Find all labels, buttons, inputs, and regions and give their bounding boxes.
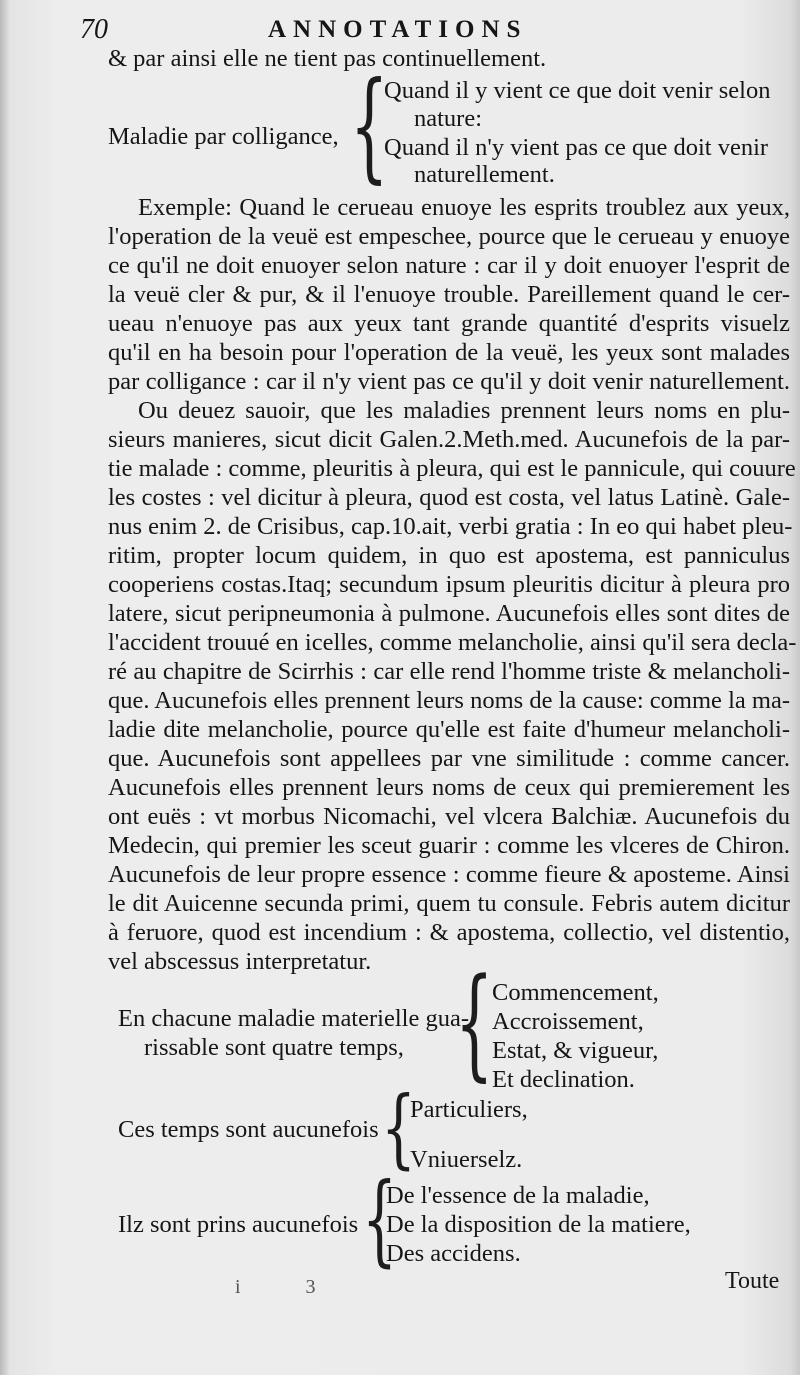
running-title: ANNOTATIONS: [268, 16, 528, 43]
para2-line-16: Medecin, qui premier les sceut guarir : comme les vlceres de Chiron.: [108, 832, 790, 859]
para1-line-3: ce qu'il ne doit enuoyer selon nature : car il y doit enuoyer l'esprit de: [108, 252, 790, 279]
para2-line-7: cooperiens costas.Itaq; secundum ipsum pleuritis dicitur à pleura pro: [108, 571, 790, 598]
block1-item-1: Quand il y vient ce que doit venir selon: [384, 77, 771, 104]
block1-label: Maladie par colligance,: [108, 123, 339, 150]
brace-block1: {: [350, 56, 389, 195]
para1-line-2: l'operation de la veuë est empeschee, pource que le cerueau y enuoye: [108, 223, 790, 250]
block3-item-1: Particuliers,: [410, 1096, 528, 1123]
para1-line-4: la veuë cler & pur, & il l'enuoye trouble. Pareillement quand le cer-: [108, 281, 790, 308]
para2-line-14: Aucunefois elles prennent leurs noms de ceux qui premierement les: [108, 774, 790, 801]
para2-line-8: latere, sicut peripneumonia à pulmone. Aucunefois elles sont dites de: [108, 600, 790, 627]
page-number: 70: [80, 14, 108, 45]
para2-line-3: tie malade : comme, pleuritis à pleura, qui est le pannicule, qui couure: [108, 455, 796, 482]
page-header: [0, 12, 800, 46]
block1-item-1-cont: nature:: [414, 105, 483, 132]
para1-line-5: ueau n'enuoye pas aux yeux tant grande quantité d'esprits visuelz: [108, 310, 790, 337]
block2-item-3: Estat, & vigueur,: [492, 1037, 659, 1064]
block3-item-2: Vniuerselz.: [410, 1146, 523, 1173]
para2-line-2: sieurs manieres, sicut dicit Galen.2.Meth.med. Aucunefois de la par-: [108, 426, 790, 453]
para2-line-20: vel abscessus interpretatur.: [108, 948, 372, 975]
brace-block4: {: [362, 1161, 397, 1278]
para2-line-6: ritim, propter locum quidem, in quo est apostema, est panniculus: [108, 542, 790, 569]
brace-block2: {: [455, 952, 494, 1093]
block1-item-2-cont: naturellement.: [414, 161, 555, 188]
para2-line-18: le dit Auicenne secunda primi, quem tu consule. Febris autem dicitur: [108, 890, 790, 917]
block4-item-3: Des accidens.: [386, 1240, 521, 1267]
para2-line-4: les costes : vel dicitur à pleura, quod est costa, vel latus Latinè. Gale-: [108, 484, 790, 511]
block4-item-1: De l'essence de la maladie,: [386, 1182, 650, 1209]
signature-marks: i 3: [235, 1276, 346, 1298]
para1-line-7: par colligance : car il n'y vient pas ce qu'il y doit venir naturellement.: [108, 368, 790, 395]
para2-line-13: que. Aucunefois sont appellees par vne similitude : comme cancer.: [108, 745, 790, 772]
block1-item-2: Quand il n'y vient pas ce que doit venir: [384, 134, 769, 161]
para1-line-1: Exemple: Quand le cerueau enuoye les esprits troublez aux yeux,: [138, 194, 790, 221]
block2-item-1: Commencement,: [492, 979, 659, 1006]
para1-line-6: qu'il en ha besoin pour l'operation de la veuë, les yeux sont malades: [108, 339, 790, 366]
catchword: Toute: [725, 1268, 780, 1294]
block4-item-2: De la disposition de la matiere,: [386, 1211, 691, 1238]
para2-line-15: ont euës : vt morbus Nicomachi, vel vlcera Balchiæ. Aucunefois du: [108, 803, 790, 830]
opening-line: & par ainsi elle ne tient pas continuellement.: [108, 45, 547, 72]
para2-line-10: ré au chapitre de Scirrhis : car elle rend l'homme triste & melancholi-: [108, 658, 790, 685]
para2-line-12: ladie dite melancholie, pource qu'elle est faite d'humeur melancholi-: [108, 716, 790, 743]
para2-line-11: que. Aucunefois elles prennent leurs noms de la cause: comme la ma-: [108, 687, 790, 714]
para2-line-1: Ou deuez sauoir, que les maladies prennent leurs noms en plu-: [138, 397, 790, 424]
block2-item-4: Et declination.: [492, 1066, 635, 1093]
para2-line-5: nus enim 2. de Crisibus, cap.10.ait, verbi gratia : In eo qui habet pleu-: [108, 513, 793, 540]
block3-label: Ces temps sont aucunefois: [118, 1116, 379, 1143]
para2-line-19: à feruore, quod est incendium : & apostema, collectio, vel distentio,: [108, 919, 790, 946]
para2-line-9: l'accident trouué en icelles, comme melancholie, ainsi qu'il sera decla-: [108, 629, 797, 656]
block4-label: Ilz sont prins aucunefois: [118, 1211, 359, 1238]
block2-label-line-1: En chacune maladie materielle gua-: [118, 1005, 469, 1032]
brace-block3: {: [381, 1077, 416, 1178]
block2-label-line-2: rissable sont quatre temps,: [144, 1034, 404, 1061]
para2-line-17: Aucunefois de leur propre essence : comme fieure & aposteme. Ainsi: [108, 861, 790, 888]
page-footer: [0, 1262, 800, 1302]
block2-item-2: Accroissement,: [492, 1008, 644, 1035]
